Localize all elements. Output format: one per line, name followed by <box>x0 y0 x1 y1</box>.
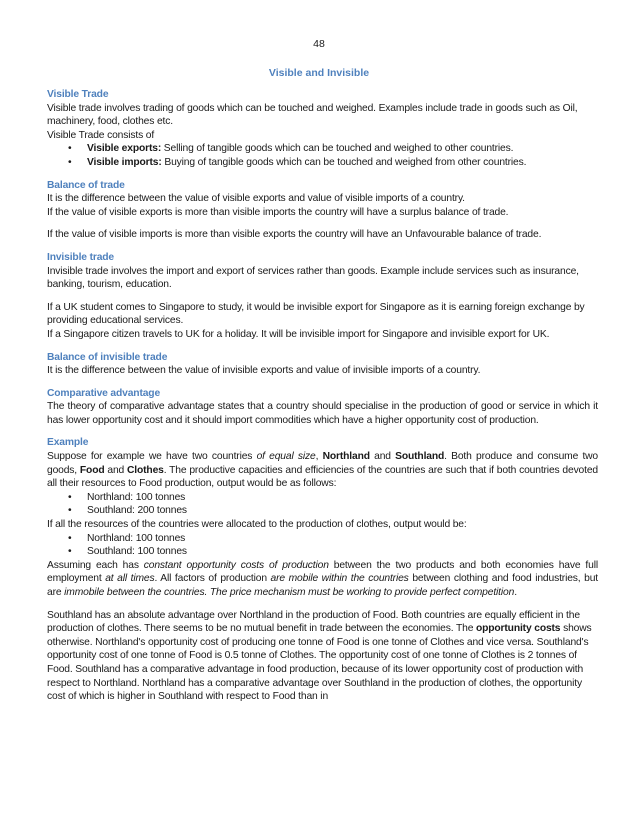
clothes-output-list <box>47 532 598 559</box>
balance-trade-p3: If the value of visible imports is more than visible exports the country will have an Unfavourable balance of trade. <box>47 229 542 241</box>
text-run: . All factors of production <box>154 573 271 585</box>
text-run-bold: opportunity costs <box>475 623 561 635</box>
text-run-bold: Southland <box>395 451 445 463</box>
text-run: and <box>369 451 396 463</box>
list-item <box>47 156 598 170</box>
page-number: 48 <box>313 38 325 50</box>
final-paragraph <box>47 609 598 704</box>
balance-trade-p2: If the value of visible exports is more than visible imports the country will have a surplus balance of trade. <box>47 206 509 218</box>
heading-balance-of-trade: Balance of trade <box>47 179 125 191</box>
visible-trade-list <box>47 142 598 169</box>
heading-invisible-trade: Invisible trade <box>47 251 114 263</box>
list-item: • Southland: 100 tonnes <box>47 545 598 559</box>
text-run: Southland has an absolute advantage over Northland in the production of Food. Both countries are equally efficient in the production of clothes. There seems to be no mutual benefit in trade between the economies. The <box>47 609 580 635</box>
list-item: • Northland: 100 tonnes <box>47 491 598 505</box>
document-body <box>47 88 598 704</box>
text-run: , <box>315 451 323 463</box>
text-run: . <box>514 587 517 598</box>
text-run: Assuming each has <box>47 559 144 571</box>
text-run: Suppose for example we have two countries <box>47 451 257 463</box>
bullet-term: Visible exports: <box>87 143 162 155</box>
visible-trade-paragraph: Visible trade involves trading of goods which can be touched and weighed. Examples include trade in goods such as Oil, machinery, food, clothes etc. <box>47 102 578 128</box>
text-run: between clothing and food industries, but are <box>47 573 598 598</box>
invisible-trade-p1: Invisible trade involves the import and export of services rather than goods. Example include services such as insurance, banking, tourism, education. <box>47 265 579 291</box>
text-run-bold: Northland <box>322 451 370 463</box>
text-run: and <box>104 464 128 476</box>
text-run-italic: immobile between the countries. The price mechanism must be working to provide perfect competition <box>64 587 515 598</box>
text-run: shows otherwise. Northland's opportunity cost of producing one tonne of Food is one tonne of Clothes and vice versa. Southland's opportunity cost of one tonne of Food is 0.5 tonne of Clothes. The opportunity cost of one tonne of Clothes is 2 tonnes of Food. Southland has a comparative advantage in food production, because of its lower opportunity cost of production with respect to Northland. Northland has a comparative advantage over Southland in the production of clothes, the opportunity cost of which is higher in Southland with respect to Food than in <box>47 623 592 703</box>
heading-visible-trade: Visible Trade <box>47 89 109 100</box>
heading-balance-invisible: Balance of invisible trade <box>47 351 168 363</box>
list-item <box>47 142 598 156</box>
text-run-bold: Clothes <box>127 464 164 476</box>
balance-trade-p1: It is the difference between the value of visible exports and value of visible imports of a country. <box>47 193 465 205</box>
text-run-italic: constant opportunity costs of production <box>143 559 329 571</box>
food-output-list <box>47 491 598 518</box>
text-run-italic: of equal size <box>256 451 316 463</box>
list-item: • Southland: 200 tonnes <box>47 504 598 518</box>
assumptions-paragraph <box>47 559 598 600</box>
list-item: • Northland: 100 tonnes <box>47 532 598 546</box>
heading-example: Example <box>47 437 89 449</box>
bullet-term: Visible imports: <box>87 156 162 168</box>
invisible-trade-p3: If a Singapore citizen travels to UK for a holiday. It will be invisible import for Singapore and invisible export for UK. <box>47 328 550 340</box>
text-run: . The productive capacities and efficiencies of the countries are such that if both countries devoted all their resources to Food production, output would be as follows: <box>47 464 599 490</box>
visible-trade-consists: Visible Trade consists of <box>47 129 155 141</box>
invisible-trade-p2: If a UK student comes to Singapore to study, it would be invisible export for Singapore as it is earning foreign exchange by providing educational services. <box>47 301 585 327</box>
text-run-bold: Food <box>79 464 105 476</box>
page-title: Visible and Invisible <box>268 67 370 79</box>
text-run-italic: at all times <box>105 573 155 585</box>
bullet-text: Buying of tangible goods which can be touched and weighed from other countries. <box>161 156 527 168</box>
text-run: between the two products and both economies have full employment <box>47 559 598 585</box>
text-run: . Both produce and consume two goods, <box>47 451 599 476</box>
text-run-italic: are mobile within the countries <box>270 573 409 585</box>
bullet-text: Selling of tangible goods which can be touched and weighed to other countries. <box>161 143 514 155</box>
balance-invisible-p1: It is the difference between the value of invisible exports and value of invisible imports of a country. <box>47 365 481 377</box>
example-intro <box>47 450 598 491</box>
clothes-intro: If all the resources of the countries were allocated to the production of clothes, output would be: <box>47 519 467 531</box>
comparative-advantage-p1: The theory of comparative advantage states that a country should specialise in the production of good or service in which it has lower opportunity cost and it should import commodities which have a higher opportunity cost of production. <box>47 401 598 426</box>
heading-comparative-advantage: Comparative advantage <box>47 387 161 399</box>
